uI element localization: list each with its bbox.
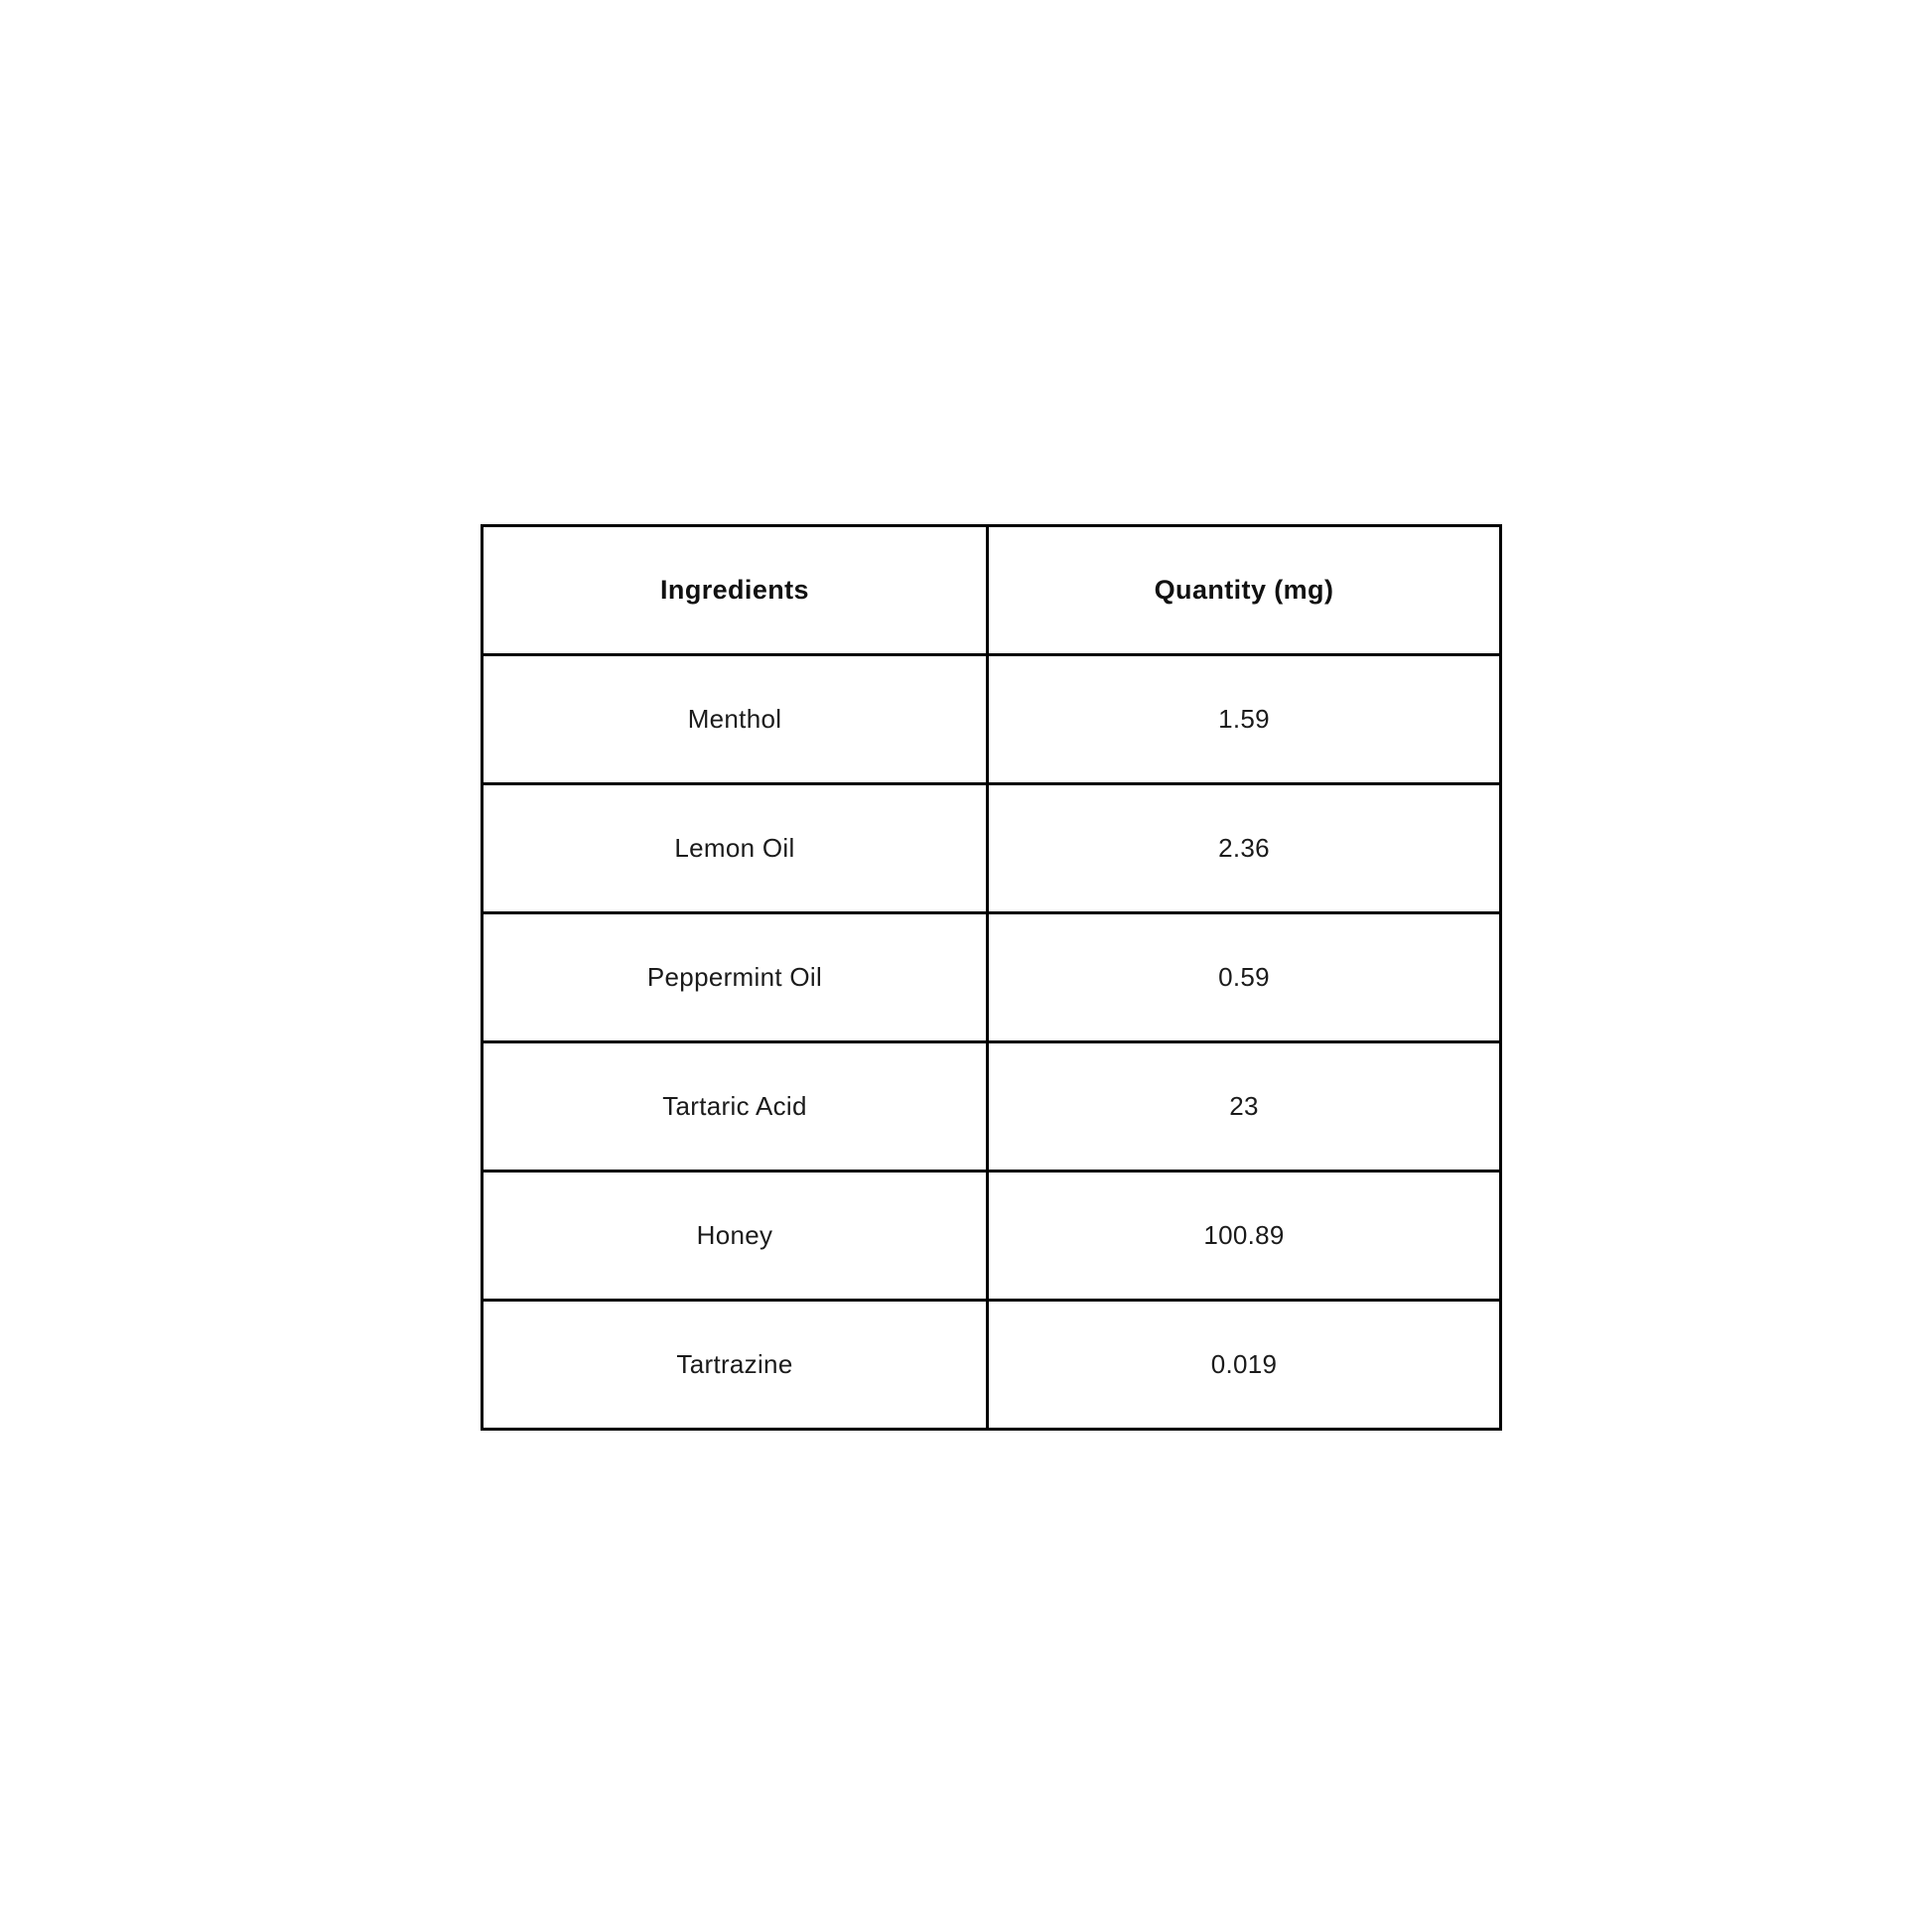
cell-quantity: 0.019 xyxy=(988,1301,1501,1430)
cell-quantity: 1.59 xyxy=(988,655,1501,784)
table-row xyxy=(483,1172,1501,1301)
cell-quantity: 2.36 xyxy=(988,784,1501,913)
cell-ingredient: Lemon Oil xyxy=(483,784,988,913)
cell-ingredient: Honey xyxy=(483,1172,988,1301)
table-row xyxy=(483,1301,1501,1430)
cell-quantity: 100.89 xyxy=(988,1172,1501,1301)
table-row xyxy=(483,1042,1501,1172)
table-row xyxy=(483,655,1501,784)
cell-ingredient: Tartrazine xyxy=(483,1301,988,1430)
cell-ingredient: Menthol xyxy=(483,655,988,784)
cell-ingredient: Peppermint Oil xyxy=(483,913,988,1042)
table-header-row xyxy=(483,526,1501,655)
column-header-ingredients: Ingredients xyxy=(483,526,988,655)
ingredients-table xyxy=(481,524,1502,1431)
cell-ingredient: Tartaric Acid xyxy=(483,1042,988,1172)
table-row xyxy=(483,913,1501,1042)
cell-quantity: 23 xyxy=(988,1042,1501,1172)
column-header-quantity: Quantity (mg) xyxy=(988,526,1501,655)
table-row xyxy=(483,784,1501,913)
cell-quantity: 0.59 xyxy=(988,913,1501,1042)
